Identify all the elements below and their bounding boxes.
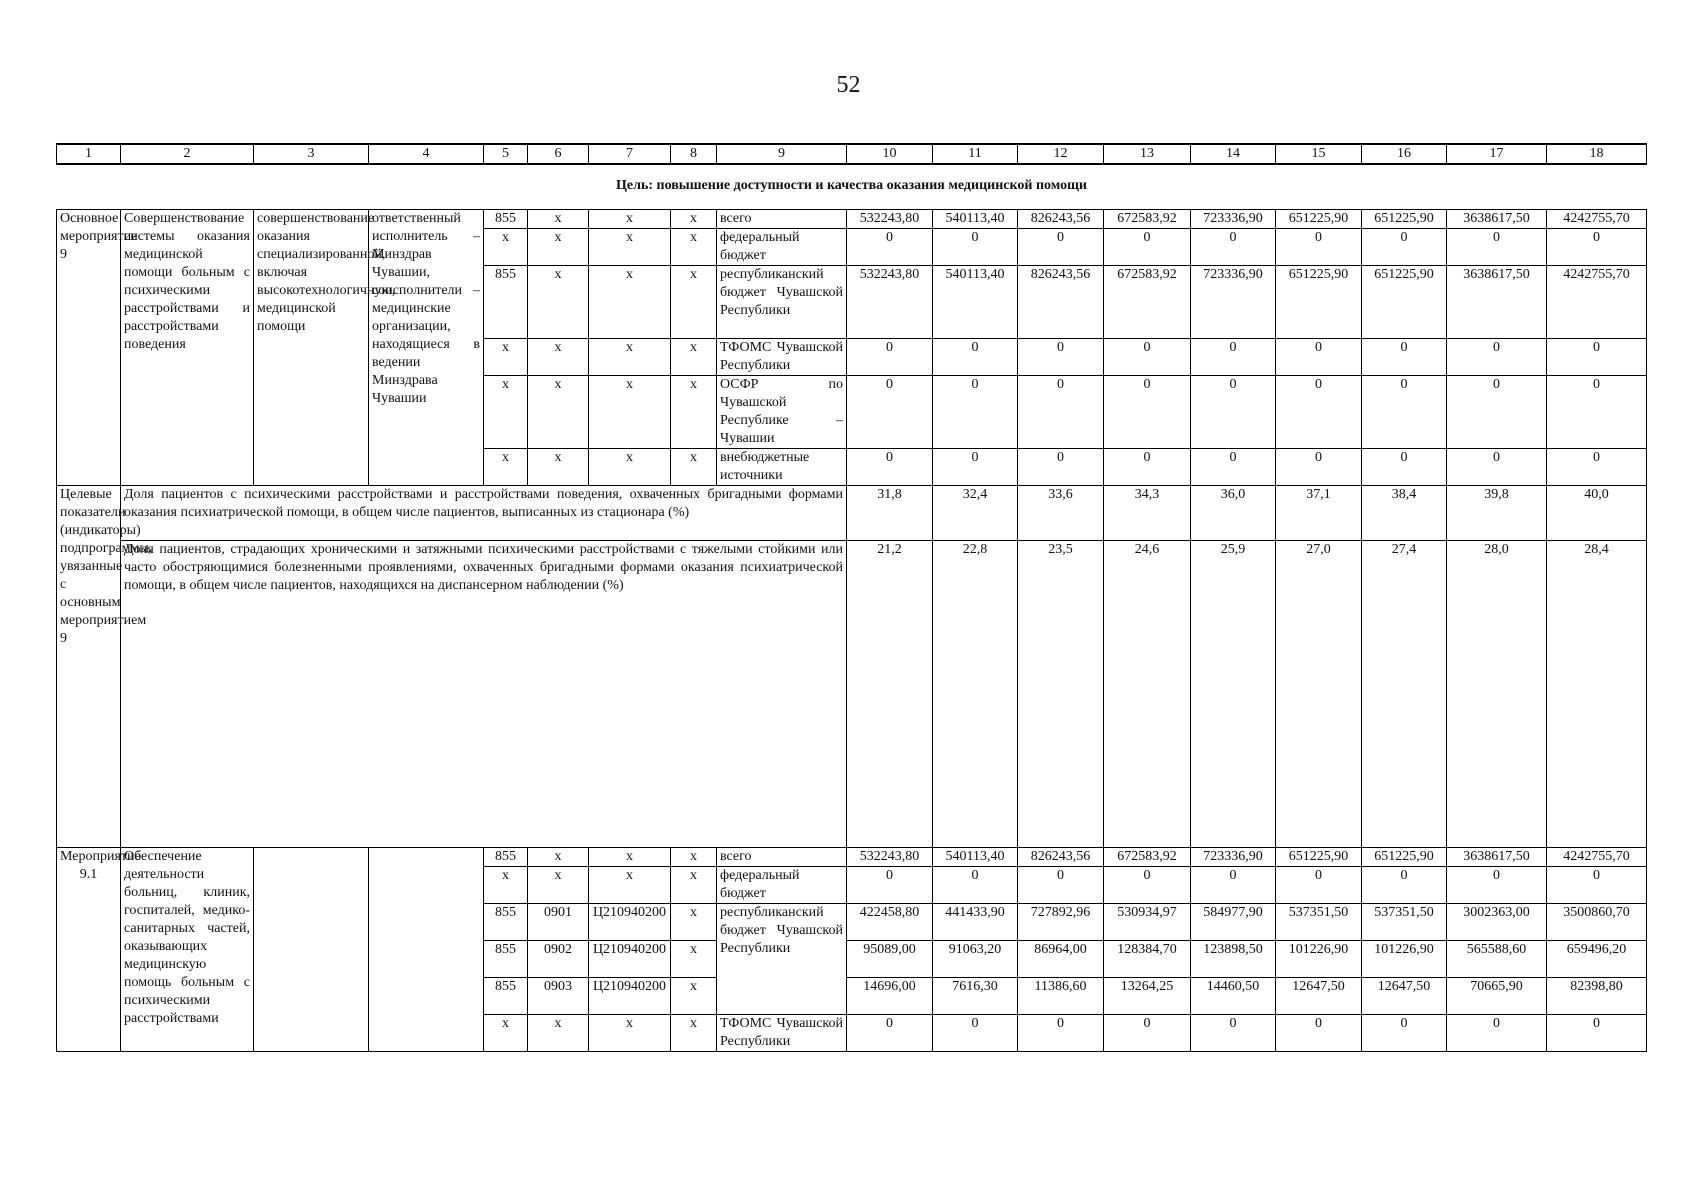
target-code: x — [589, 266, 671, 339]
value-cell: 3500860,70 — [1547, 904, 1647, 941]
target-code: x — [589, 210, 671, 229]
grbs-code: x — [484, 376, 528, 449]
value-cell: 672583,92 — [1104, 848, 1191, 867]
value-cell: 0 — [1362, 376, 1447, 449]
grbs-code: 855 — [484, 904, 528, 941]
measure-executor: ответственный исполнитель – Минздрав Чувашии, соисполнители – медицинские организации, находящиеся в ведении Минздрава Чувашии — [369, 210, 484, 486]
section-code: 0903 — [528, 978, 589, 1015]
indicator-row — [57, 541, 1647, 848]
value-cell: 540113,40 — [933, 266, 1018, 339]
value-cell: 651225,90 — [1276, 266, 1362, 339]
table-row — [57, 210, 1647, 229]
value-cell: 0 — [1191, 229, 1276, 266]
column-header: 8 — [671, 144, 717, 164]
value-cell: 0 — [933, 449, 1018, 486]
section-code: x — [528, 376, 589, 449]
measure-title: Совершенствование системы оказания медицинской помощи больным с психическими расстройствами и расстройствами поведения — [121, 210, 254, 486]
goal-row — [57, 164, 1647, 210]
grbs-code: 855 — [484, 266, 528, 339]
value-cell: 3638617,50 — [1447, 848, 1547, 867]
measure-label: Мероприятие 9.1 — [57, 848, 121, 1052]
value-cell: 0 — [933, 1015, 1018, 1052]
expense-code: x — [671, 1015, 717, 1052]
value-cell: 4242755,70 — [1547, 848, 1647, 867]
grbs-code: x — [484, 449, 528, 486]
value-cell: 0 — [1104, 867, 1191, 904]
column-header: 7 — [589, 144, 671, 164]
column-header: 12 — [1018, 144, 1104, 164]
indicator-value: 24,6 — [1104, 541, 1191, 848]
value-cell: 0 — [1191, 1015, 1276, 1052]
measure-goal — [254, 848, 369, 1052]
section-code: x — [528, 867, 589, 904]
grbs-code: 855 — [484, 210, 528, 229]
value-cell: 441433,90 — [933, 904, 1018, 941]
indicator-value: 27,4 — [1362, 541, 1447, 848]
indicator-value: 37,1 — [1276, 486, 1362, 541]
section-code: x — [528, 266, 589, 339]
value-cell: 0 — [1547, 867, 1647, 904]
indicator-value: 36,0 — [1191, 486, 1276, 541]
value-cell: 0 — [1276, 1015, 1362, 1052]
target-code: x — [589, 339, 671, 376]
expense-code: x — [671, 229, 717, 266]
value-cell: 651225,90 — [1276, 210, 1362, 229]
value-cell: 0 — [847, 867, 933, 904]
page-number: 52 — [836, 72, 861, 98]
value-cell: 0 — [933, 376, 1018, 449]
value-cell: 0 — [847, 449, 933, 486]
value-cell: 0 — [1104, 229, 1191, 266]
measure-executor — [369, 848, 484, 1052]
indicator-value: 40,0 — [1547, 486, 1647, 541]
value-cell: 0 — [1104, 1015, 1191, 1052]
indicator-value: 21,2 — [847, 541, 933, 848]
value-cell: 672583,92 — [1104, 266, 1191, 339]
indicator-value: 38,4 — [1362, 486, 1447, 541]
value-cell: 826243,56 — [1018, 848, 1104, 867]
column-header: 5 — [484, 144, 528, 164]
value-cell: 0 — [1104, 376, 1191, 449]
funding-source: федеральный бюджет — [717, 229, 847, 266]
indicator-value: 23,5 — [1018, 541, 1104, 848]
value-cell: 0 — [1018, 449, 1104, 486]
target-code: x — [589, 867, 671, 904]
table-row — [57, 848, 1647, 867]
value-cell: 3638617,50 — [1447, 210, 1547, 229]
funding-source: всего — [717, 848, 847, 867]
indicators-label: Целевые показатели (индикаторы) подпрограммы, увязанные с основным мероприятием 9 — [57, 486, 121, 848]
value-cell: 0 — [1018, 339, 1104, 376]
target-code: x — [589, 848, 671, 867]
value-cell: 91063,20 — [933, 941, 1018, 978]
value-cell: 540113,40 — [933, 210, 1018, 229]
indicator-value: 27,0 — [1276, 541, 1362, 848]
value-cell: 14460,50 — [1191, 978, 1276, 1015]
value-cell: 826243,56 — [1018, 266, 1104, 339]
indicator-value: 31,8 — [847, 486, 933, 541]
column-header: 11 — [933, 144, 1018, 164]
indicator-text: Доля пациентов с психическими расстройствами и расстройствами поведения, охваченных бригадными формами оказания психиатрической помощи, в общем числе пациентов, выписанных из стационара (%) — [121, 486, 847, 541]
target-code: x — [589, 376, 671, 449]
value-cell: 0 — [1547, 376, 1647, 449]
value-cell: 0 — [1276, 229, 1362, 266]
value-cell: 0 — [1447, 339, 1547, 376]
value-cell: 0 — [847, 339, 933, 376]
value-cell: 651225,90 — [1362, 266, 1447, 339]
value-cell: 3002363,00 — [1447, 904, 1547, 941]
section-code: x — [528, 339, 589, 376]
value-cell: 0 — [1191, 339, 1276, 376]
column-header: 4 — [369, 144, 484, 164]
indicator-row — [57, 486, 1647, 541]
indicator-value: 25,9 — [1191, 541, 1276, 848]
value-cell: 0 — [933, 229, 1018, 266]
column-header: 3 — [254, 144, 369, 164]
column-header: 17 — [1447, 144, 1547, 164]
value-cell: 101226,90 — [1276, 941, 1362, 978]
column-header: 10 — [847, 144, 933, 164]
indicator-value: 22,8 — [933, 541, 1018, 848]
value-cell: 0 — [1547, 229, 1647, 266]
value-cell: 0 — [1104, 339, 1191, 376]
value-cell: 0 — [1276, 376, 1362, 449]
target-code: x — [589, 229, 671, 266]
expense-code: x — [671, 339, 717, 376]
section-code: x — [528, 210, 589, 229]
expense-code: x — [671, 978, 717, 1015]
value-cell: 532243,80 — [847, 210, 933, 229]
value-cell: 3638617,50 — [1447, 266, 1547, 339]
indicator-value: 32,4 — [933, 486, 1018, 541]
target-code: Ц210940200 — [589, 978, 671, 1015]
value-cell: 540113,40 — [933, 848, 1018, 867]
value-cell: 128384,70 — [1104, 941, 1191, 978]
value-cell: 537351,50 — [1276, 904, 1362, 941]
value-cell: 651225,90 — [1362, 210, 1447, 229]
value-cell: 0 — [1104, 449, 1191, 486]
funding-source: федеральный бюджет — [717, 867, 847, 904]
section-code: x — [528, 229, 589, 266]
value-cell: 0 — [1191, 867, 1276, 904]
grbs-code: x — [484, 229, 528, 266]
value-cell: 422458,80 — [847, 904, 933, 941]
value-cell: 826243,56 — [1018, 210, 1104, 229]
column-header: 13 — [1104, 144, 1191, 164]
section-code: x — [528, 848, 589, 867]
indicator-value: 28,4 — [1547, 541, 1647, 848]
value-cell: 651225,90 — [1362, 848, 1447, 867]
value-cell: 0 — [1276, 449, 1362, 486]
value-cell: 0 — [1276, 867, 1362, 904]
value-cell: 101226,90 — [1362, 941, 1447, 978]
value-cell: 723336,90 — [1191, 266, 1276, 339]
value-cell: 12647,50 — [1276, 978, 1362, 1015]
grbs-code: 855 — [484, 848, 528, 867]
expense-code: x — [671, 867, 717, 904]
value-cell: 651225,90 — [1276, 848, 1362, 867]
value-cell: 672583,92 — [1104, 210, 1191, 229]
column-header: 1 — [57, 144, 121, 164]
section-code: x — [528, 449, 589, 486]
expense-code: x — [671, 848, 717, 867]
value-cell: 0 — [1447, 376, 1547, 449]
value-cell: 659496,20 — [1547, 941, 1647, 978]
value-cell: 0 — [1447, 867, 1547, 904]
value-cell: 565588,60 — [1447, 941, 1547, 978]
value-cell: 0 — [847, 376, 933, 449]
grbs-code: x — [484, 867, 528, 904]
value-cell: 584977,90 — [1191, 904, 1276, 941]
value-cell: 0 — [1018, 1015, 1104, 1052]
value-cell: 11386,60 — [1018, 978, 1104, 1015]
value-cell: 723336,90 — [1191, 848, 1276, 867]
expense-code: x — [671, 941, 717, 978]
expense-code: x — [671, 210, 717, 229]
column-header: 6 — [528, 144, 589, 164]
value-cell: 14696,00 — [847, 978, 933, 1015]
value-cell: 0 — [847, 229, 933, 266]
value-cell: 0 — [847, 1015, 933, 1052]
target-code: Ц210940200 — [589, 941, 671, 978]
column-header: 18 — [1547, 144, 1647, 164]
indicator-value: 28,0 — [1447, 541, 1547, 848]
value-cell: 12647,50 — [1362, 978, 1447, 1015]
funding-source: республиканский бюджет Чувашской Республики — [717, 266, 847, 339]
column-header: 9 — [717, 144, 847, 164]
value-cell: 0 — [1018, 867, 1104, 904]
value-cell: 0 — [1018, 229, 1104, 266]
grbs-code: x — [484, 1015, 528, 1052]
grbs-code: 855 — [484, 978, 528, 1015]
expense-code: x — [671, 266, 717, 339]
value-cell: 0 — [1362, 1015, 1447, 1052]
section-code: 0902 — [528, 941, 589, 978]
value-cell: 727892,96 — [1018, 904, 1104, 941]
value-cell: 0 — [1018, 376, 1104, 449]
column-header: 14 — [1191, 144, 1276, 164]
value-cell: 70665,90 — [1447, 978, 1547, 1015]
target-code: x — [589, 1015, 671, 1052]
value-cell: 4242755,70 — [1547, 210, 1647, 229]
value-cell: 86964,00 — [1018, 941, 1104, 978]
value-cell: 0 — [1547, 339, 1647, 376]
value-cell: 0 — [1547, 449, 1647, 486]
value-cell: 0 — [1447, 229, 1547, 266]
value-cell: 532243,80 — [847, 266, 933, 339]
measure-goal: совершенствование оказания специализированной, включая высокотехнологичную, медицинской помощи — [254, 210, 369, 486]
funding-source: внебюджетные источники — [717, 449, 847, 486]
indicator-value: 33,6 — [1018, 486, 1104, 541]
measure-title: Обеспечение деятельности больниц, клиник, госпиталей, медико-санитарных частей, оказывающих медицинскую помощь больным с психическими расстройствами — [121, 848, 254, 1052]
value-cell: 0 — [933, 867, 1018, 904]
funding-source: ТФОМС Чувашской Республики — [717, 339, 847, 376]
column-header: 2 — [121, 144, 254, 164]
value-cell: 530934,97 — [1104, 904, 1191, 941]
indicator-value: 39,8 — [1447, 486, 1547, 541]
expense-code: x — [671, 904, 717, 941]
budget-table — [56, 143, 1647, 1052]
value-cell: 7616,30 — [933, 978, 1018, 1015]
value-cell: 95089,00 — [847, 941, 933, 978]
value-cell: 0 — [1191, 376, 1276, 449]
section-code: 0901 — [528, 904, 589, 941]
funding-source: ТФОМС Чувашской Республики — [717, 1015, 847, 1052]
column-header: 16 — [1362, 144, 1447, 164]
column-header: 15 — [1276, 144, 1362, 164]
indicator-text: Доля пациентов, страдающих хроническими и затяжными психическими расстройствами с тяжелыми стойкими или часто обостряющимися болезненными проявлениями, охваченных бригадными формами оказания психиатрической помощи, в общем числе пациентов, находящихся на диспансерном наблюдении (%) — [121, 541, 847, 848]
value-cell: 0 — [1276, 339, 1362, 376]
value-cell: 0 — [1447, 449, 1547, 486]
header-row — [57, 144, 1647, 164]
grbs-code: 855 — [484, 941, 528, 978]
expense-code: x — [671, 449, 717, 486]
value-cell: 0 — [933, 339, 1018, 376]
section-code: x — [528, 1015, 589, 1052]
value-cell: 537351,50 — [1362, 904, 1447, 941]
indicator-value: 34,3 — [1104, 486, 1191, 541]
funding-source: всего — [717, 210, 847, 229]
value-cell: 4242755,70 — [1547, 266, 1647, 339]
value-cell: 0 — [1362, 449, 1447, 486]
funding-source: республиканский бюджет Чувашской Республики — [717, 904, 847, 1015]
value-cell: 0 — [1547, 1015, 1647, 1052]
value-cell: 13264,25 — [1104, 978, 1191, 1015]
funding-source: ОСФР по Чувашской Республике – Чувашии — [717, 376, 847, 449]
grbs-code: x — [484, 339, 528, 376]
value-cell: 0 — [1447, 1015, 1547, 1052]
value-cell: 123898,50 — [1191, 941, 1276, 978]
value-cell: 723336,90 — [1191, 210, 1276, 229]
value-cell: 0 — [1362, 339, 1447, 376]
expense-code: x — [671, 376, 717, 449]
target-code: x — [589, 449, 671, 486]
measure-label: Основное мероприятие 9 — [57, 210, 121, 486]
value-cell: 82398,80 — [1547, 978, 1647, 1015]
value-cell: 0 — [1362, 867, 1447, 904]
value-cell: 0 — [1191, 449, 1276, 486]
target-code: Ц210940200 — [589, 904, 671, 941]
value-cell: 532243,80 — [847, 848, 933, 867]
value-cell: 0 — [1362, 229, 1447, 266]
goal-title: Цель: повышение доступности и качества оказания медицинской помощи — [57, 164, 1647, 210]
